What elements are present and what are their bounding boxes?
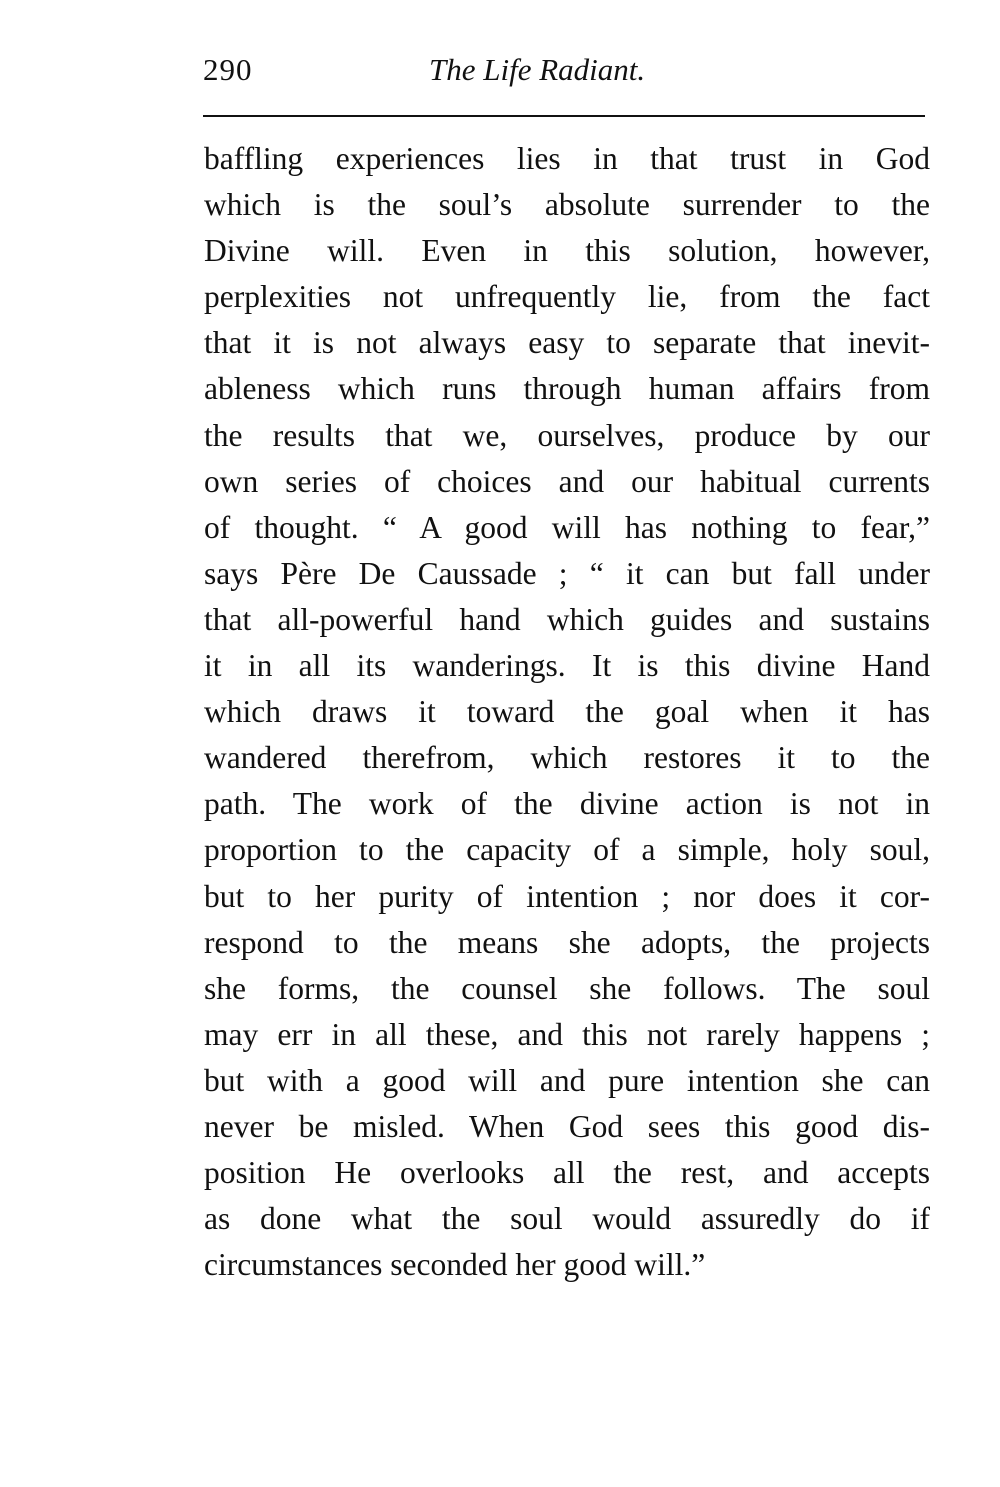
text-line: it in all its wanderings. It is this divine Hand xyxy=(204,648,930,684)
text-line: the results that we, ourselves, produce by our xyxy=(204,417,930,453)
text-line: that it is not always easy to separate that inevit- xyxy=(204,325,930,361)
text-line: position He overlooks all the rest, and accepts xyxy=(204,1155,930,1191)
page-number: 290 xyxy=(203,52,253,87)
text-line: path. The work of the divine action is not in xyxy=(204,786,930,822)
text-line: but with a good will and pure intention she can xyxy=(204,1062,930,1098)
running-title: The Life Radiant. xyxy=(429,52,646,87)
text-line: which draws it toward the goal when it has xyxy=(204,694,930,730)
text-line: of thought. “ A good will has nothing to fear,” xyxy=(204,509,930,545)
text-line: which is the soul’s absolute surrender to the xyxy=(204,187,930,223)
header-rule xyxy=(203,115,925,117)
text-line: ableness which runs through human affairs from xyxy=(204,371,930,407)
text-line: she forms, the counsel she follows. The soul xyxy=(204,970,930,1006)
text-line: as done what the soul would assuredly do if xyxy=(204,1201,930,1237)
text-line: proportion to the capacity of a simple, holy soul, xyxy=(204,832,930,868)
text-line: never be misled. When God sees this good dis- xyxy=(204,1108,930,1144)
text-line: circumstances seconded her good will.” xyxy=(204,1247,706,1283)
page-header xyxy=(203,50,925,100)
text-line: own series of choices and our habitual currents xyxy=(204,463,930,499)
text-line: that all-powerful hand which guides and sustains xyxy=(204,601,930,637)
text-line: says Père De Caussade ; “ it can but fall under xyxy=(204,555,930,591)
body-text xyxy=(204,136,930,1288)
text-line: Divine will. Even in this solution, however, xyxy=(204,233,930,269)
text-line: baffling experiences lies in that trust in God xyxy=(204,141,930,176)
text-line: perplexities not unfrequently lie, from the fact xyxy=(204,279,930,315)
text-line: respond to the means she adopts, the projects xyxy=(204,924,930,960)
text-line: but to her purity of intention ; nor does it cor- xyxy=(204,878,930,914)
text-line: may err in all these, and this not rarely happens ; xyxy=(204,1016,930,1052)
text-line: wandered therefrom, which restores it to the xyxy=(204,740,930,776)
